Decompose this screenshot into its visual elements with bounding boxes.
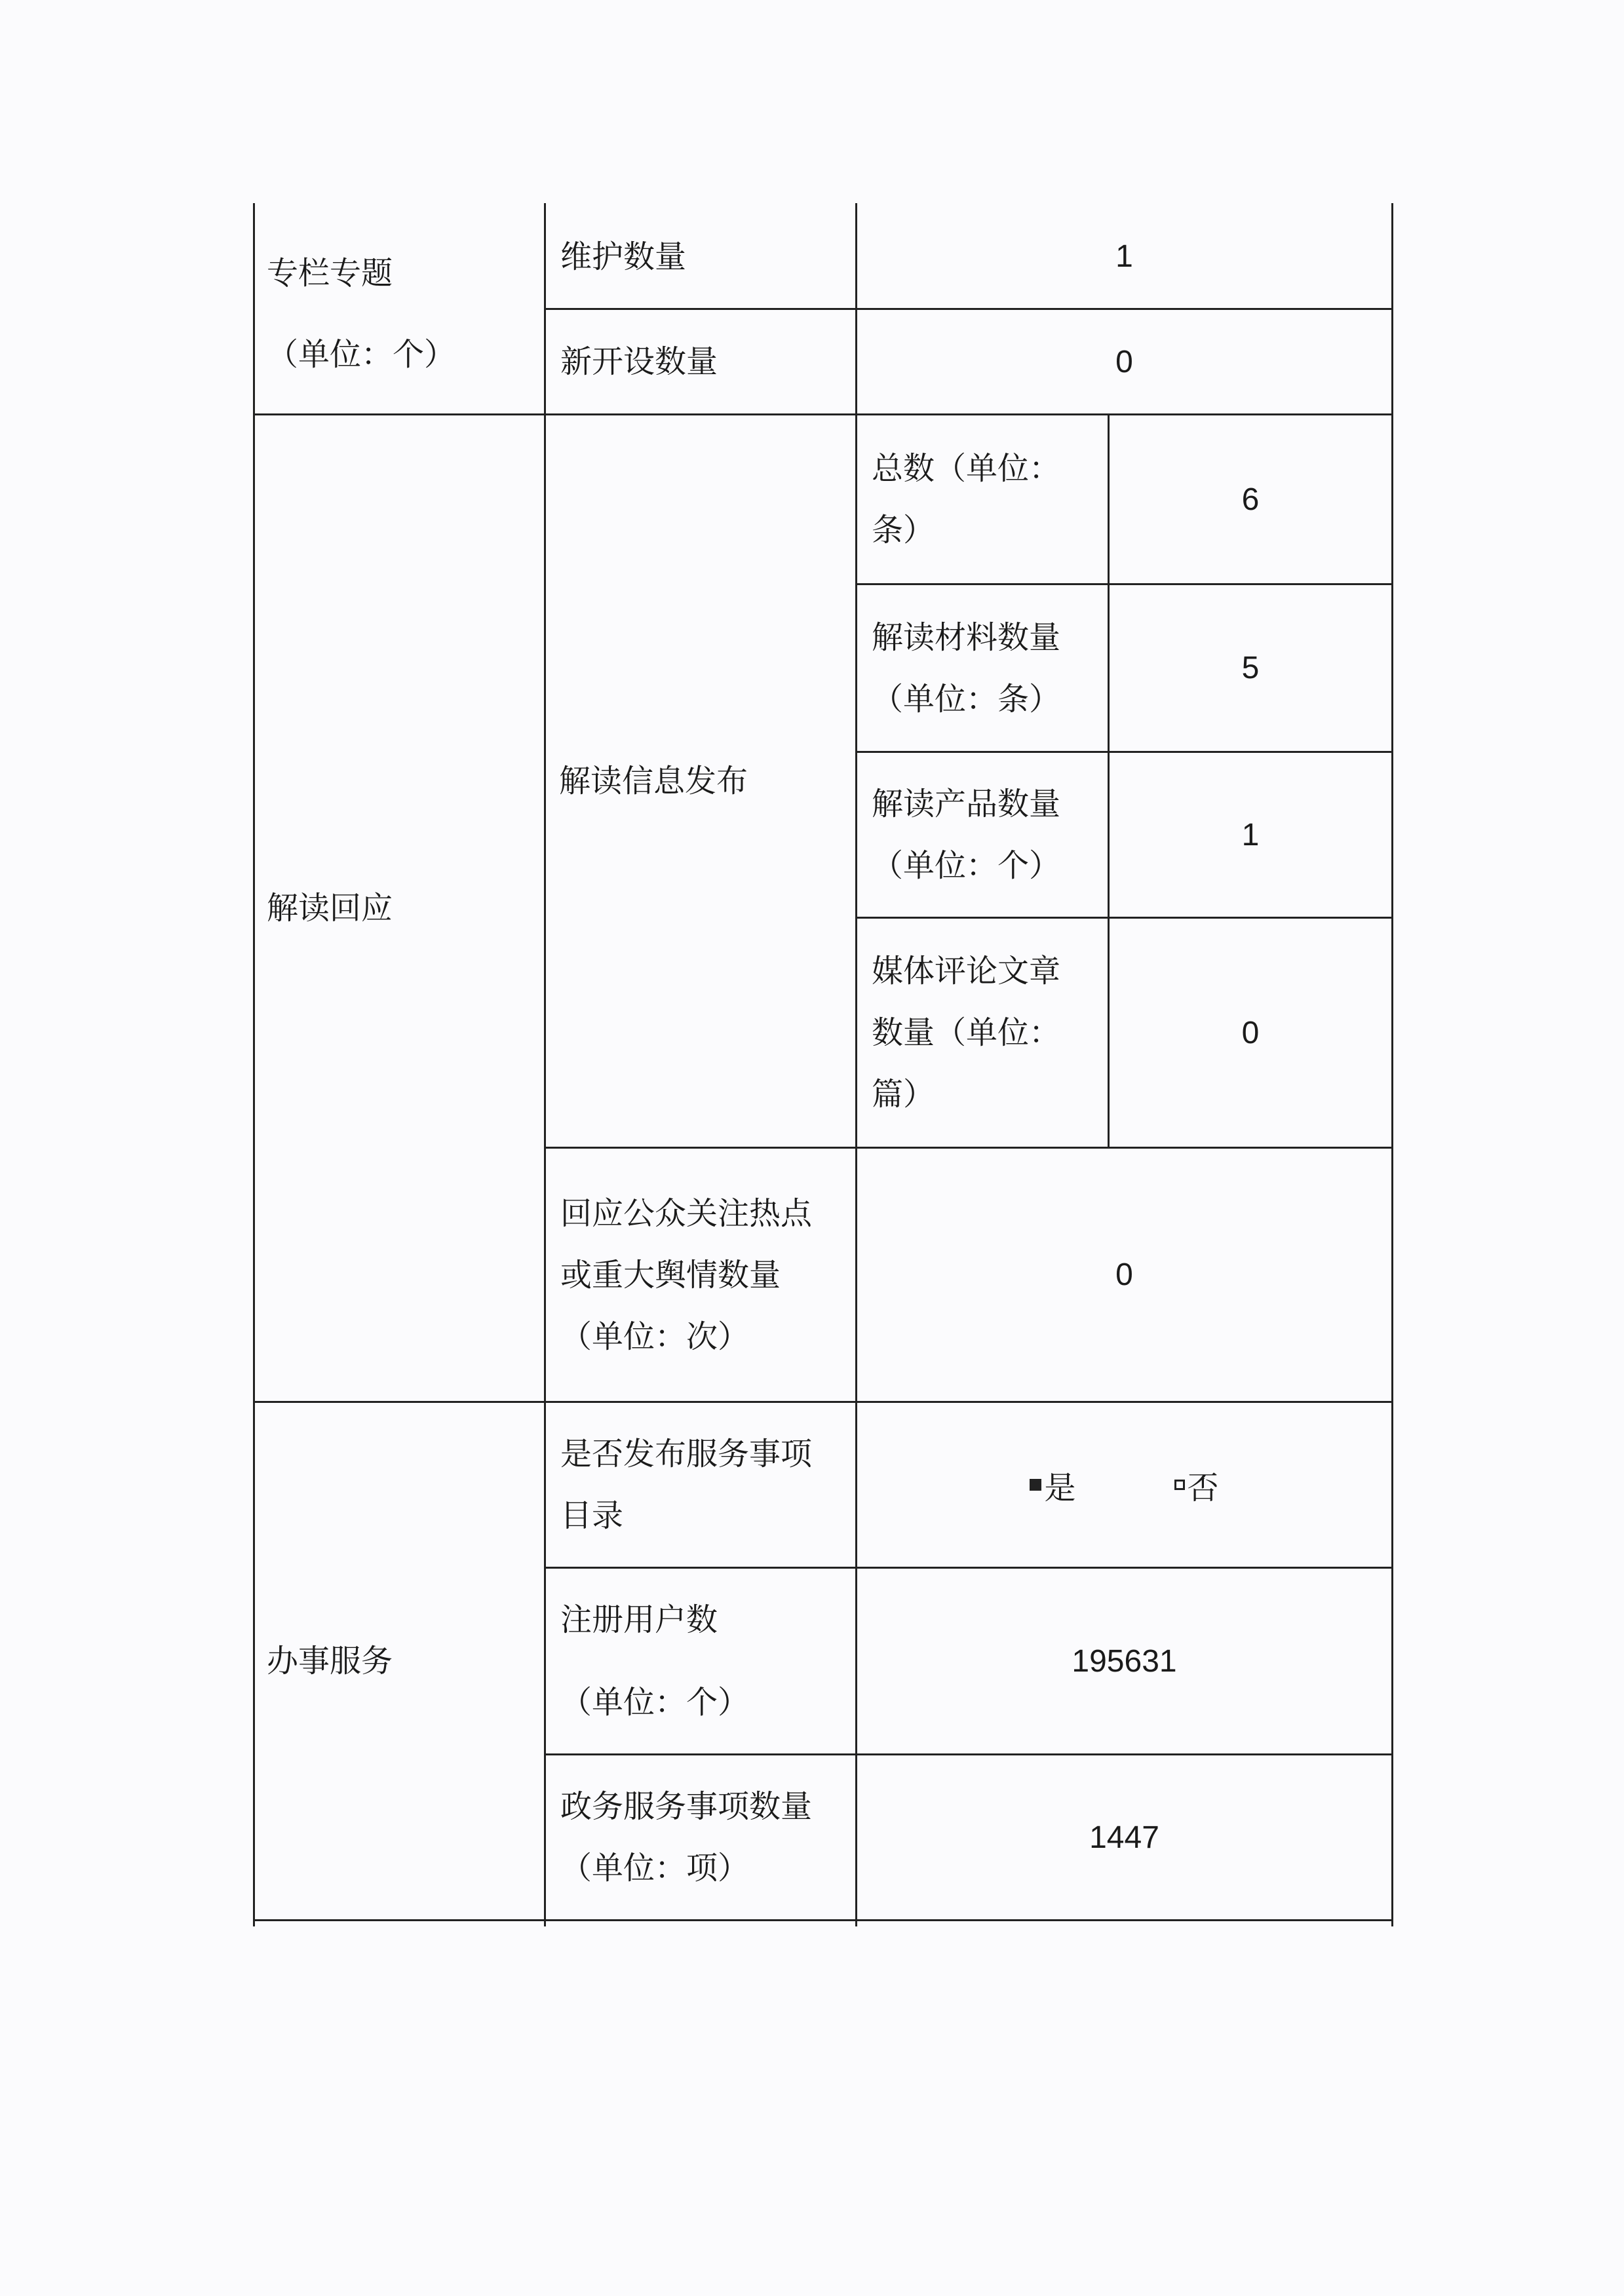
interpretation-label: 解读回应	[267, 890, 393, 927]
maintain-count-value: 1	[1115, 239, 1133, 274]
registered-users-value: 195631	[1072, 1643, 1177, 1679]
checkbox-checked-icon[interactable]	[1030, 1479, 1041, 1491]
service-items-value: 1447	[1089, 1820, 1159, 1855]
total-count-label: 总数（单位： 条）	[872, 450, 1061, 548]
product-count-label: 解读产品数量 （单位：个）	[872, 786, 1061, 884]
response-label: 回应公众关注热点 或重大舆情数量 （单位：次）	[560, 1195, 813, 1355]
services-label: 办事服务	[267, 1643, 393, 1679]
special-column-unit: （单位：个）	[267, 336, 456, 373]
table-border-right	[1391, 203, 1393, 1926]
new-count-label: 新开设数量	[560, 343, 718, 380]
special-column-label	[255, 205, 543, 413]
material-count-label: 解读材料数量 （单位：条）	[872, 619, 1061, 718]
checkbox-unchecked-icon[interactable]	[1174, 1480, 1185, 1490]
media-article-label: 媒体评论文章 数量（单位： 篇）	[872, 953, 1061, 1113]
service-items-label: 政务服务事项数量 （单位：项）	[560, 1788, 813, 1886]
catalog-label: 是否发布服务事项 目录	[560, 1436, 813, 1534]
special-column-title: 专栏专题	[267, 255, 393, 292]
maintain-count-label: 维护数量	[560, 238, 687, 275]
catalog-yes-option[interactable]: 是	[1030, 1463, 1075, 1508]
release-label: 解读信息发布	[559, 763, 748, 799]
registered-users-label: 注册用户数 （单位：个）	[560, 1601, 750, 1721]
product-count-value: 1	[1241, 817, 1260, 852]
material-count-value: 5	[1241, 651, 1260, 685]
catalog-options	[857, 1403, 1391, 1567]
table-border-bottom	[253, 1919, 1393, 1921]
media-article-value: 0	[1241, 1015, 1260, 1050]
total-count-value: 6	[1241, 482, 1260, 517]
catalog-no-option[interactable]: 否	[1174, 1463, 1219, 1508]
response-value: 0	[1115, 1257, 1133, 1292]
new-count-value: 0	[1115, 344, 1133, 379]
